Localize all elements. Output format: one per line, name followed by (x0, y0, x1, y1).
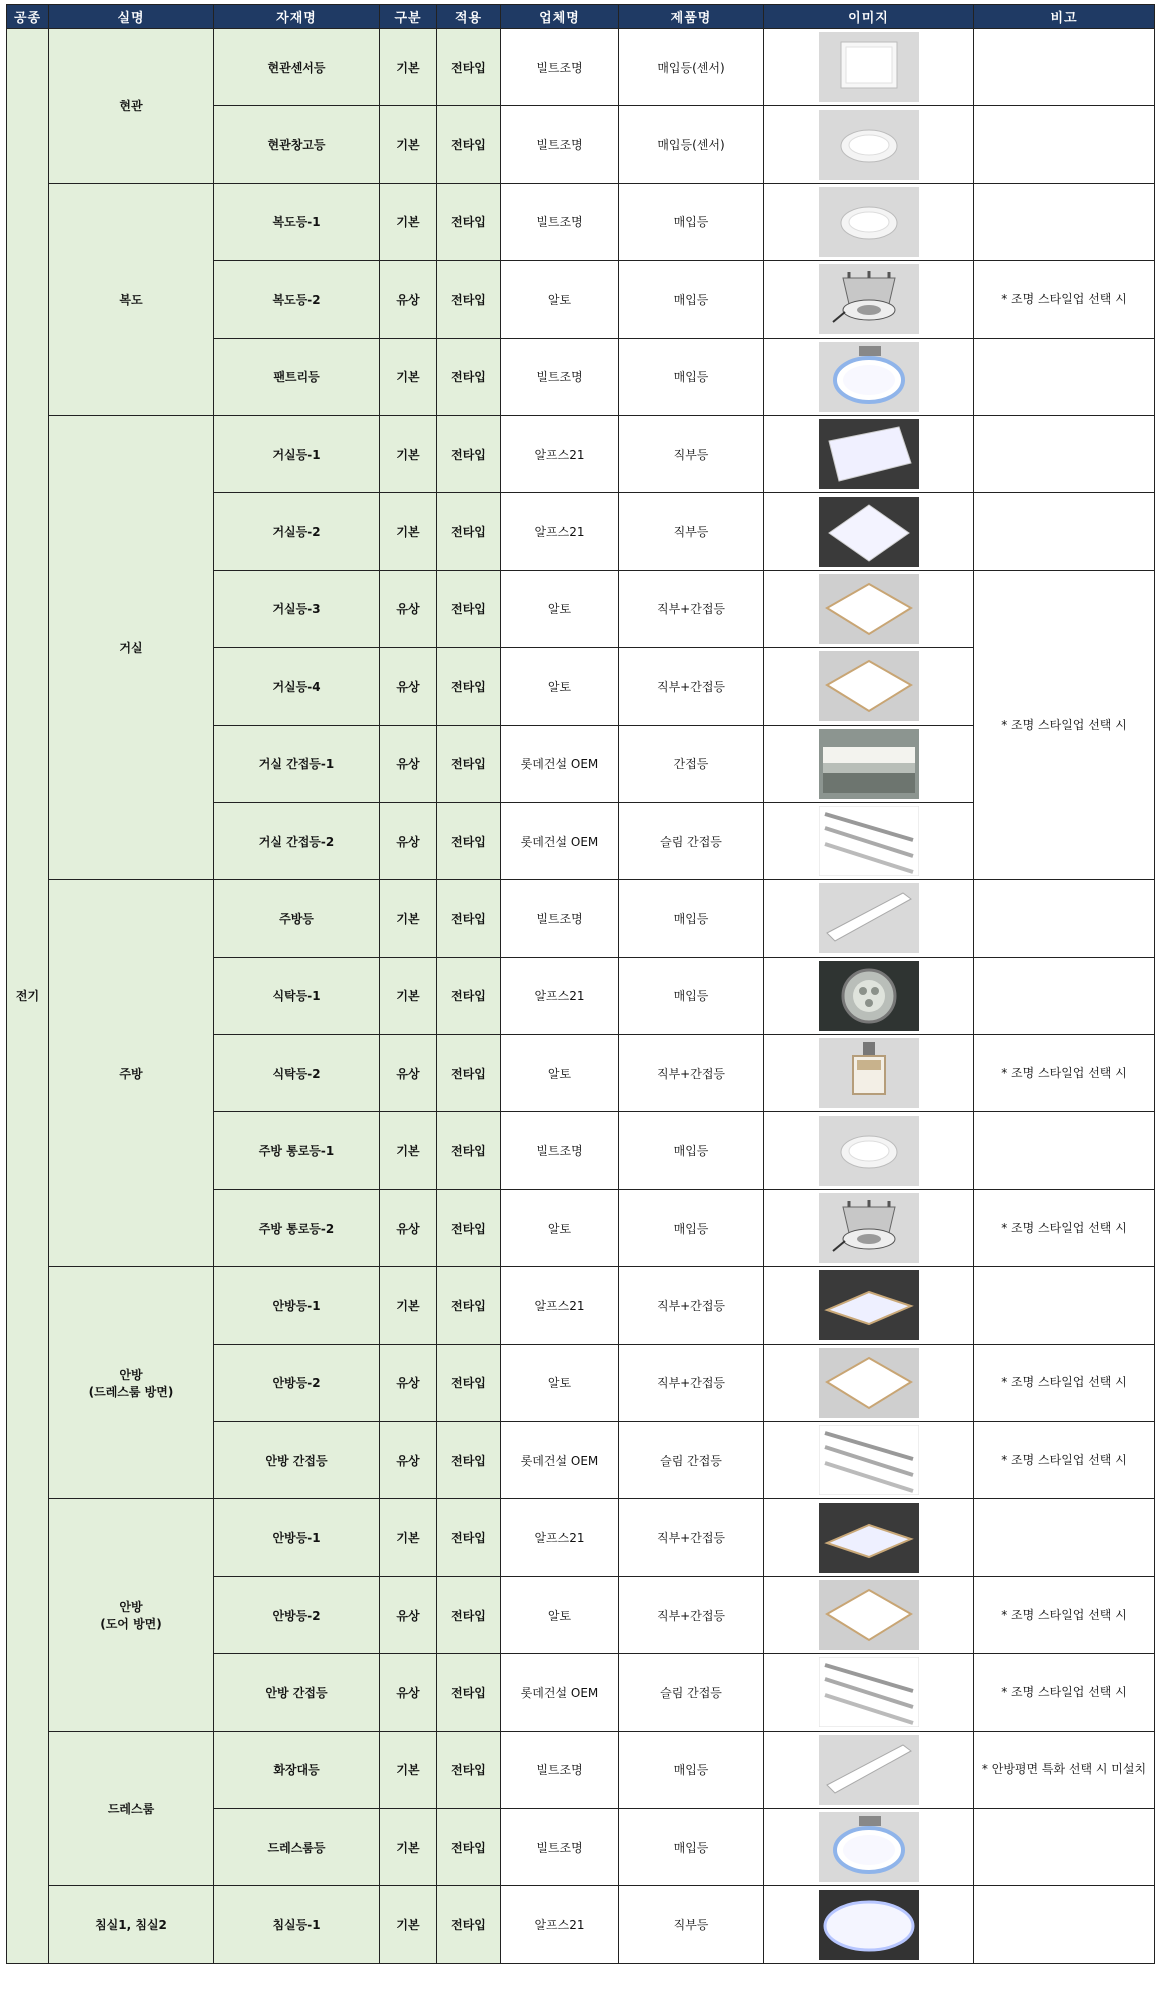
type-cell: 유상 (380, 1035, 437, 1112)
apply-cell: 전타입 (437, 183, 501, 260)
image-cell (764, 1344, 974, 1421)
apply-cell: 전타입 (437, 1576, 501, 1653)
vendor-cell: 롯데건설 OEM (501, 1654, 619, 1731)
room-cell: 거실 (49, 415, 214, 879)
material-cell: 주방 통로등-1 (214, 1112, 380, 1189)
vendor-cell: 롯데건설 OEM (501, 1422, 619, 1499)
apply-cell: 전타입 (437, 1654, 501, 1731)
apply-cell: 전타입 (437, 802, 501, 879)
room-cell: 안방 (드레스룸 방면) (49, 1267, 214, 1499)
apply-cell: 전타입 (437, 880, 501, 957)
product-cell: 직부등 (619, 415, 764, 492)
image-cell (764, 261, 974, 338)
type-cell: 유상 (380, 1189, 437, 1266)
type-cell: 기본 (380, 1886, 437, 1963)
vendor-cell: 빌트조명 (501, 338, 619, 415)
material-cell: 주방 통로등-2 (214, 1189, 380, 1266)
product-cell: 매입등 (619, 1731, 764, 1808)
image-cell (764, 802, 974, 879)
image-cell (764, 1189, 974, 1266)
apply-cell: 전타입 (437, 1035, 501, 1112)
room-cell: 복도 (49, 183, 214, 415)
material-cell: 안방등-1 (214, 1267, 380, 1344)
vendor-cell: 알토 (501, 261, 619, 338)
image-cell (764, 1576, 974, 1653)
table-row (7, 1267, 1155, 1344)
material-cell: 드레스룸등 (214, 1808, 380, 1885)
material-cell: 거실 간접등-2 (214, 802, 380, 879)
ring-downlight-icon (819, 1812, 919, 1882)
image-cell (764, 1035, 974, 1112)
vendor-cell: 빌트조명 (501, 106, 619, 183)
type-cell: 기본 (380, 415, 437, 492)
apply-cell: 전타입 (437, 493, 501, 570)
product-cell: 매입등 (619, 1112, 764, 1189)
vendor-cell: 빌트조명 (501, 29, 619, 106)
material-cell: 복도등-1 (214, 183, 380, 260)
room-cell: 현관 (49, 29, 214, 184)
product-cell: 슬림 간접등 (619, 802, 764, 879)
material-cell: 안방등-2 (214, 1576, 380, 1653)
type-cell: 기본 (380, 183, 437, 260)
header-vendor: 업체명 (501, 5, 619, 29)
material-cell: 식탁등-2 (214, 1035, 380, 1112)
vendor-cell: 알토 (501, 1189, 619, 1266)
vendor-cell: 롯데건설 OEM (501, 725, 619, 802)
product-cell: 매입등 (619, 880, 764, 957)
product-cell: 직부+간접등 (619, 570, 764, 647)
note-cell (974, 1112, 1155, 1189)
lighting-schedule-table (6, 4, 1155, 1964)
table-row (7, 1886, 1155, 1963)
note-cell: * 조명 스타일업 선택 시 (974, 1035, 1155, 1112)
image-cell (764, 1112, 974, 1189)
image-cell (764, 1499, 974, 1576)
material-cell: 안방 간접등 (214, 1654, 380, 1731)
image-cell (764, 338, 974, 415)
note-cell: * 조명 스타일업 선택 시 (974, 570, 1155, 880)
type-cell: 기본 (380, 1267, 437, 1344)
vendor-cell: 빌트조명 (501, 1808, 619, 1885)
material-cell: 거실등-2 (214, 493, 380, 570)
square-panel-icon (819, 32, 919, 102)
vendor-cell: 빌트조명 (501, 1731, 619, 1808)
note-cell (974, 106, 1155, 183)
material-cell: 거실등-4 (214, 648, 380, 725)
image-cell (764, 570, 974, 647)
apply-cell: 전타입 (437, 1344, 501, 1421)
slim-bar-icon (819, 1657, 919, 1727)
apply-cell: 전타입 (437, 725, 501, 802)
type-cell: 기본 (380, 338, 437, 415)
type-cell: 유상 (380, 725, 437, 802)
header-type: 구분 (380, 5, 437, 29)
header-row (7, 5, 1155, 29)
round-ceiling-dark-icon (819, 1890, 919, 1960)
product-cell: 직부+간접등 (619, 1344, 764, 1421)
type-cell: 기본 (380, 1112, 437, 1189)
table-row (7, 29, 1155, 106)
product-cell: 간접등 (619, 725, 764, 802)
header-material: 자재명 (214, 5, 380, 29)
type-cell: 유상 (380, 1576, 437, 1653)
table-row (7, 183, 1155, 260)
apply-cell: 전타입 (437, 1886, 501, 1963)
product-cell: 슬림 간접등 (619, 1422, 764, 1499)
note-cell (974, 1886, 1155, 1963)
note-cell: * 조명 스타일업 선택 시 (974, 1422, 1155, 1499)
image-cell (764, 1267, 974, 1344)
round-downlight-icon (819, 1116, 919, 1186)
gold-frame-panel-icon (819, 574, 919, 644)
vendor-cell: 알토 (501, 648, 619, 725)
type-cell: 유상 (380, 1344, 437, 1421)
type-cell: 기본 (380, 1808, 437, 1885)
rect-panel-dark-icon (819, 419, 919, 489)
note-cell: * 조명 스타일업 선택 시 (974, 261, 1155, 338)
spot-downlight-icon (819, 1193, 919, 1263)
image-cell (764, 29, 974, 106)
header-apply: 적용 (437, 5, 501, 29)
header-note: 비고 (974, 5, 1155, 29)
led-downlight-icon (819, 961, 919, 1031)
type-cell: 기본 (380, 106, 437, 183)
apply-cell: 전타입 (437, 1189, 501, 1266)
note-cell (974, 493, 1155, 570)
image-cell (764, 1731, 974, 1808)
image-cell (764, 725, 974, 802)
note-cell (974, 880, 1155, 957)
vendor-cell: 롯데건설 OEM (501, 802, 619, 879)
apply-cell: 전타입 (437, 570, 501, 647)
type-cell: 기본 (380, 957, 437, 1034)
material-cell: 거실등-1 (214, 415, 380, 492)
product-cell: 매입등(센서) (619, 106, 764, 183)
type-cell: 기본 (380, 1731, 437, 1808)
product-cell: 매입등(센서) (619, 29, 764, 106)
product-cell: 매입등 (619, 261, 764, 338)
image-cell (764, 415, 974, 492)
note-cell: * 조명 스타일업 선택 시 (974, 1576, 1155, 1653)
product-cell: 매입등 (619, 1189, 764, 1266)
vendor-cell: 알토 (501, 1576, 619, 1653)
header-trade: 공종 (7, 5, 49, 29)
apply-cell: 전타입 (437, 415, 501, 492)
note-cell: * 안방평면 특화 선택 시 미설치 (974, 1731, 1155, 1808)
apply-cell: 전타입 (437, 338, 501, 415)
material-cell: 안방 간접등 (214, 1422, 380, 1499)
type-cell: 유상 (380, 802, 437, 879)
square-panel-dark-icon (819, 497, 919, 567)
note-cell (974, 415, 1155, 492)
type-cell: 기본 (380, 880, 437, 957)
material-cell: 안방등-1 (214, 1499, 380, 1576)
note-cell: * 조명 스타일업 선택 시 (974, 1344, 1155, 1421)
image-cell (764, 1886, 974, 1963)
material-cell: 복도등-2 (214, 261, 380, 338)
table-row (7, 880, 1155, 957)
product-cell: 직부+간접등 (619, 1576, 764, 1653)
product-cell: 직부+간접등 (619, 1267, 764, 1344)
round-downlight-icon (819, 110, 919, 180)
image-cell (764, 880, 974, 957)
type-cell: 유상 (380, 648, 437, 725)
apply-cell: 전타입 (437, 957, 501, 1034)
vendor-cell: 빌트조명 (501, 1112, 619, 1189)
material-cell: 현관센서등 (214, 29, 380, 106)
vendor-cell: 알토 (501, 1035, 619, 1112)
apply-cell: 전타입 (437, 1267, 501, 1344)
product-cell: 직부+간접등 (619, 1035, 764, 1112)
room-cell: 안방 (도어 방면) (49, 1499, 214, 1731)
apply-cell: 전타입 (437, 1808, 501, 1885)
material-cell: 식탁등-1 (214, 957, 380, 1034)
product-cell: 직부+간접등 (619, 648, 764, 725)
product-cell: 매입등 (619, 957, 764, 1034)
type-cell: 유상 (380, 261, 437, 338)
image-cell (764, 1654, 974, 1731)
image-cell (764, 1808, 974, 1885)
header-room: 실명 (49, 5, 214, 29)
linear-light-icon (819, 883, 919, 953)
product-cell: 매입등 (619, 338, 764, 415)
product-cell: 매입등 (619, 1808, 764, 1885)
type-cell: 유상 (380, 1654, 437, 1731)
gold-frame-panel-icon (819, 651, 919, 721)
vendor-cell: 빌트조명 (501, 880, 619, 957)
material-cell: 현관창고등 (214, 106, 380, 183)
material-cell: 안방등-2 (214, 1344, 380, 1421)
material-cell: 침실등-1 (214, 1886, 380, 1963)
material-cell: 거실등-3 (214, 570, 380, 647)
table-row (7, 1499, 1155, 1576)
linear-light-icon (819, 1735, 919, 1805)
vendor-cell: 알프스21 (501, 957, 619, 1034)
vendor-cell: 알프스21 (501, 415, 619, 492)
table-row (7, 1731, 1155, 1808)
room-cell: 드레스룸 (49, 1731, 214, 1886)
image-cell (764, 106, 974, 183)
image-cell (764, 493, 974, 570)
type-cell: 기본 (380, 1499, 437, 1576)
material-cell: 주방등 (214, 880, 380, 957)
vendor-cell: 알프스21 (501, 1886, 619, 1963)
vendor-cell: 알토 (501, 570, 619, 647)
product-cell: 직부등 (619, 493, 764, 570)
product-cell: 직부+간접등 (619, 1499, 764, 1576)
image-cell (764, 1422, 974, 1499)
material-spec-sheet (6, 4, 1155, 1964)
header-product: 제품명 (619, 5, 764, 29)
gold-frame-panel-icon (819, 1580, 919, 1650)
slim-bar-icon (819, 1425, 919, 1495)
apply-cell: 전타입 (437, 1731, 501, 1808)
product-cell: 매입등 (619, 183, 764, 260)
pendant-icon (819, 1038, 919, 1108)
type-cell: 기본 (380, 29, 437, 106)
edge-panel-dark-icon (819, 1270, 919, 1340)
product-cell: 슬림 간접등 (619, 1654, 764, 1731)
ring-downlight-icon (819, 342, 919, 412)
round-downlight-icon (819, 187, 919, 257)
image-cell (764, 648, 974, 725)
vendor-cell: 알프스21 (501, 493, 619, 570)
type-cell: 유상 (380, 570, 437, 647)
apply-cell: 전타입 (437, 261, 501, 338)
spot-downlight-icon (819, 264, 919, 334)
material-cell: 팬트리등 (214, 338, 380, 415)
apply-cell: 전타입 (437, 29, 501, 106)
note-cell: * 조명 스타일업 선택 시 (974, 1654, 1155, 1731)
note-cell (974, 338, 1155, 415)
note-cell (974, 957, 1155, 1034)
type-cell: 기본 (380, 493, 437, 570)
note-cell (974, 1267, 1155, 1344)
vendor-cell: 알프스21 (501, 1499, 619, 1576)
material-cell: 거실 간접등-1 (214, 725, 380, 802)
room-cell: 침실1, 침실2 (49, 1886, 214, 1963)
note-cell (974, 1808, 1155, 1885)
apply-cell: 전타입 (437, 1112, 501, 1189)
apply-cell: 전타입 (437, 648, 501, 725)
header-image: 이미지 (764, 5, 974, 29)
table-row (7, 415, 1155, 492)
note-cell: * 조명 스타일업 선택 시 (974, 1189, 1155, 1266)
vendor-cell: 알프스21 (501, 1267, 619, 1344)
note-cell (974, 1499, 1155, 1576)
slim-bar-icon (819, 806, 919, 876)
apply-cell: 전타입 (437, 106, 501, 183)
edge-panel-dark-icon (819, 1503, 919, 1573)
note-cell (974, 29, 1155, 106)
gold-frame-panel-icon (819, 1348, 919, 1418)
type-cell: 유상 (380, 1422, 437, 1499)
material-cell: 화장대등 (214, 1731, 380, 1808)
apply-cell: 전타입 (437, 1422, 501, 1499)
trade-cell: 전기 (7, 29, 49, 1964)
vendor-cell: 빌트조명 (501, 183, 619, 260)
image-cell (764, 957, 974, 1034)
room-cell: 주방 (49, 880, 214, 1267)
vendor-cell: 알토 (501, 1344, 619, 1421)
image-cell (764, 183, 974, 260)
apply-cell: 전타입 (437, 1499, 501, 1576)
cove-light-icon (819, 729, 919, 799)
note-cell (974, 183, 1155, 260)
product-cell: 직부등 (619, 1886, 764, 1963)
